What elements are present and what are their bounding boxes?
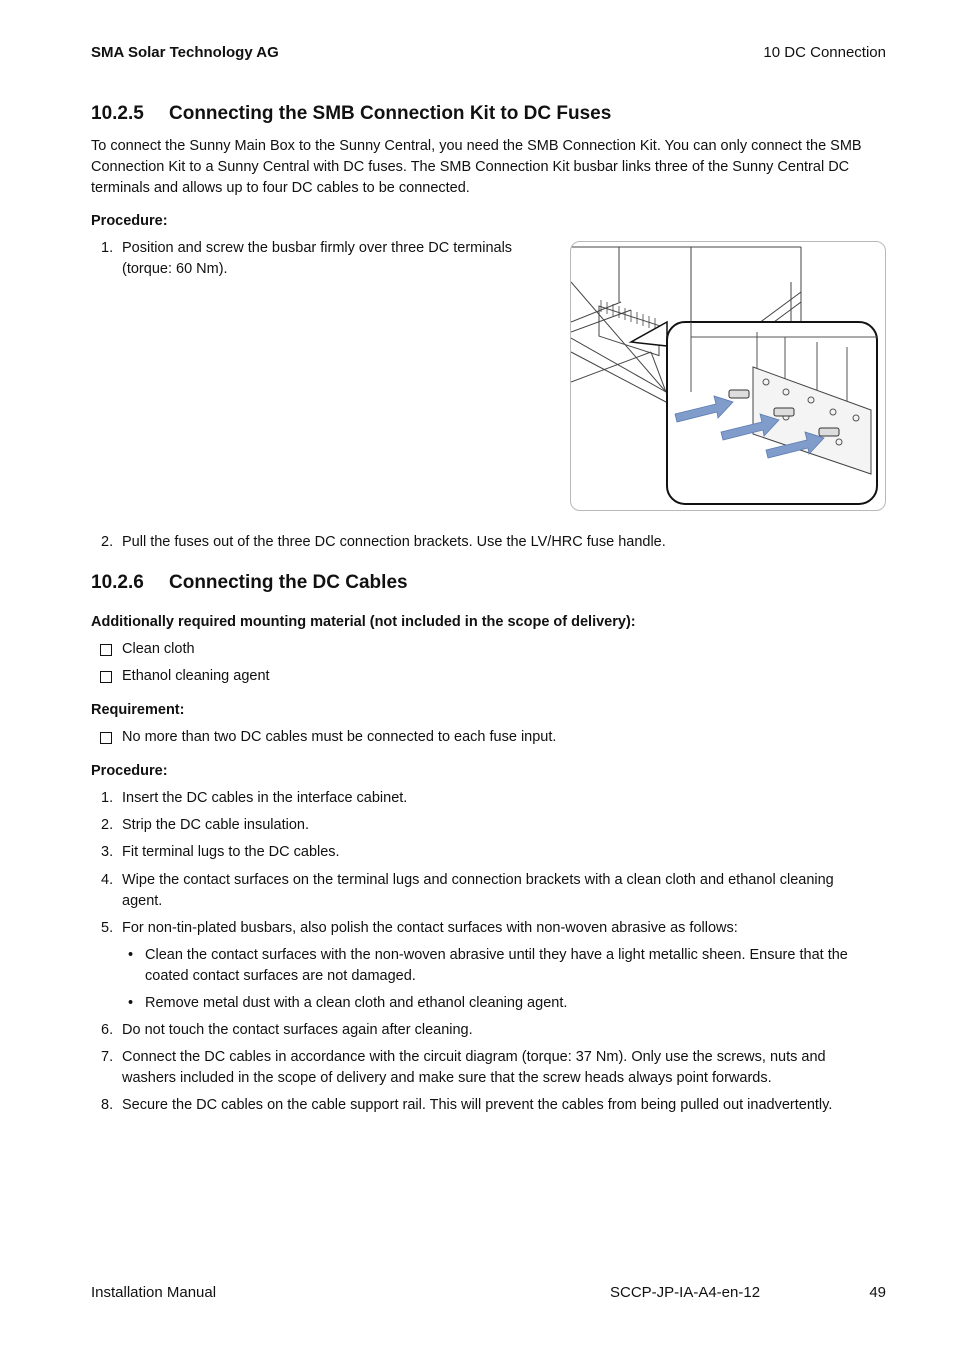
step-number: 2. xyxy=(101,534,114,550)
step-2 xyxy=(91,532,881,553)
step-number: 1. xyxy=(101,790,114,806)
item-text: Clean cloth xyxy=(122,641,195,657)
section-number: 10.2.6 xyxy=(91,572,144,593)
step-text: Strip the DC cable insulation. xyxy=(122,817,309,833)
step-number: 6. xyxy=(101,1022,114,1038)
step-text: Do not touch the contact surfaces again after cleaning. xyxy=(122,1022,473,1038)
list-item xyxy=(91,727,881,748)
step-4 xyxy=(91,870,872,912)
intro-paragraph: To connect the Sunny Main Box to the Sunny Central, you need the SMB Connection Kit. You can only connect the SMB Connection Kit to a Sunny Central with DC fuses. The SMB Connection Kit busbar links three of the Sunny Central DC terminals and allows up to four DC cables to be connected. xyxy=(91,138,862,196)
item-text: No more than two DC cables must be connected to each fuse input. xyxy=(122,729,557,745)
section-heading-10-2-6 xyxy=(91,572,408,594)
step-text: For non-tin-plated busbars, also polish the contact surfaces with non-woven abrasive as follows: xyxy=(122,920,738,936)
footer-doc-id: SCCP-JP-IA-A4-en-12 xyxy=(610,1284,761,1301)
step-number: 7. xyxy=(101,1049,114,1065)
step-text: Position and screw the busbar firmly over three DC terminals (torque: 60 Nm). xyxy=(122,240,513,277)
step-2 xyxy=(91,815,881,836)
step-text: Pull the fuses out of the three DC connection brackets. Use the LV/HRC fuse handle. xyxy=(122,534,666,550)
step-8 xyxy=(91,1095,881,1116)
procedure-label: Procedure: xyxy=(91,763,168,779)
checkbox-icon xyxy=(100,644,112,656)
step-3 xyxy=(91,842,881,863)
step-number: 8. xyxy=(101,1097,114,1113)
section-title: Connecting the DC Cables xyxy=(169,572,408,593)
material-label: Additionally required mounting material (not included in the scope of delivery): xyxy=(91,614,636,630)
step-text: Fit terminal lugs to the DC cables. xyxy=(122,844,340,860)
step-1 xyxy=(91,788,881,809)
section-title: Connecting the SMB Connection Kit to DC Fuses xyxy=(169,103,612,124)
list-item xyxy=(91,666,881,687)
checkbox-icon xyxy=(100,732,112,744)
procedure-steps xyxy=(91,788,881,1116)
step-number: 4. xyxy=(101,872,114,888)
footer-manual-title: Installation Manual xyxy=(91,1284,217,1301)
busbar-drawing xyxy=(571,242,885,510)
header-company: SMA Solar Technology AG xyxy=(91,44,279,61)
step-number: 3. xyxy=(101,844,114,860)
step-1 xyxy=(91,238,531,280)
step-number: 5. xyxy=(101,920,114,936)
section-number: 10.2.5 xyxy=(91,103,144,124)
step-number: 1. xyxy=(101,240,114,256)
step-text: Wipe the contact surfaces on the terminal lugs and connection brackets with a clean cloth and ethanol cleaning agent. xyxy=(122,872,834,909)
busbar-illustration xyxy=(570,241,886,511)
substep-2 xyxy=(91,993,881,1014)
bullet-icon: • xyxy=(128,995,134,1011)
step-text: Secure the DC cables on the cable support rail. This will prevent the cables from being pulled out inadvertently. xyxy=(122,1097,833,1113)
item-text: Ethanol cleaning agent xyxy=(122,668,270,684)
checkbox-icon xyxy=(100,671,112,683)
header-chapter: 10 DC Connection xyxy=(763,44,886,61)
requirements-list xyxy=(91,727,881,748)
step-6 xyxy=(91,1020,881,1041)
materials-list xyxy=(91,639,881,687)
requirement-label: Requirement: xyxy=(91,702,185,718)
substep-text: Clean the contact surfaces with the non-woven abrasive until they have a light metallic sheen. Ensure that the coated contact surfaces are not damaged. xyxy=(145,947,848,984)
section-heading-10-2-5 xyxy=(91,103,611,125)
procedure-label: Procedure: xyxy=(91,213,168,229)
step-7 xyxy=(91,1047,882,1089)
step-number: 2. xyxy=(101,817,114,833)
list-item xyxy=(91,639,881,660)
step-5 xyxy=(91,918,881,939)
bullet-icon: • xyxy=(128,947,134,963)
substep-1 xyxy=(91,945,875,987)
step-text: Insert the DC cables in the interface cabinet. xyxy=(122,790,408,806)
step-text: Connect the DC cables in accordance with the circuit diagram (torque: 37 Nm). Only use the screws, nuts and washers included in the scope of delivery and make sure that the screw heads always point forwards. xyxy=(122,1049,826,1086)
substep-text: Remove metal dust with a clean cloth and ethanol cleaning agent. xyxy=(145,995,568,1011)
footer-page-number: 49 xyxy=(869,1284,886,1301)
